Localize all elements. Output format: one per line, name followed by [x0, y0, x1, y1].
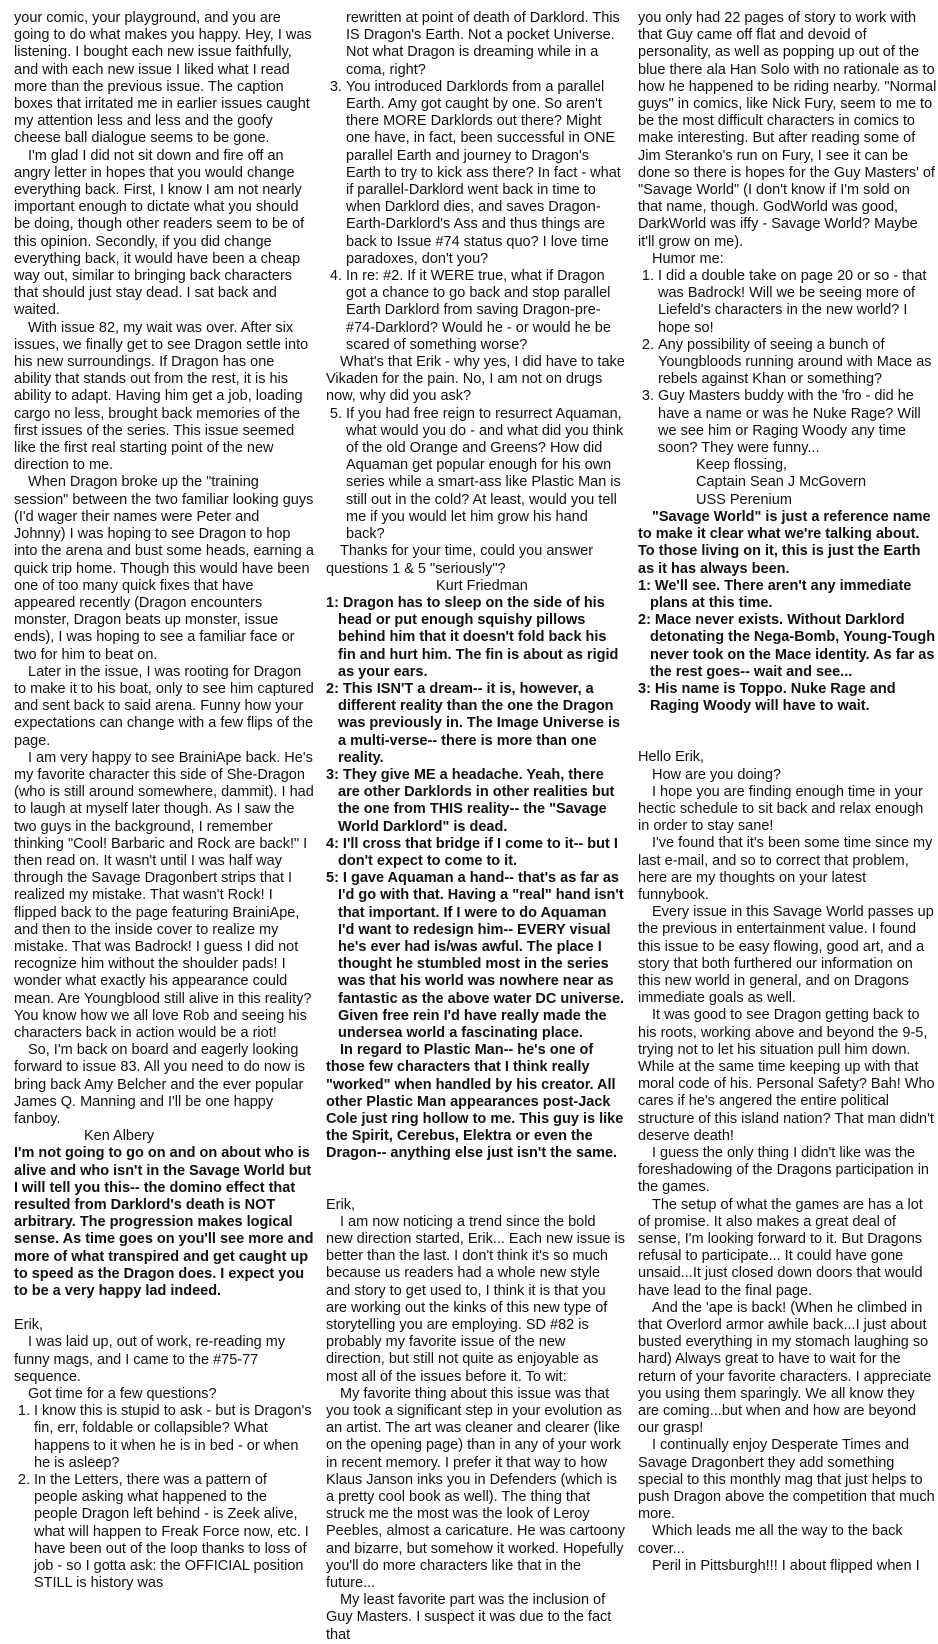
letter-paragraph: Thanks for your time, could you answer questions 1 & 5 "seriously"? — [326, 543, 594, 577]
list-item: 1: We'll see. There aren't any immediate plans at this time. — [638, 577, 912, 611]
column-left — [14, 10, 314, 1592]
letter-paragraph: And the 'ape is back! (When he climbed in that Overlord armor awhile back...I just about busted everything in my stomach laughing so hard) Always great to have to wait for the return of your favorite characters. I appreciate you using them sparingly. We all know they are coming...but when and how are beyond our grasp! — [638, 1299, 932, 1437]
letter-signature: Keep flossing, — [696, 457, 788, 474]
list-item: 2. Any possibility of seeing a bunch of Youngbloods running around with Mace as rebels against Khan or something? — [658, 337, 938, 389]
letter-paragraph: Every issue in this Savage World passes up the previous in entertainment value. I found this issue to be easy flowing, good art, and a story that both furthered our information on this new world in general, and on Dragons immediate goals as well. — [638, 904, 934, 1007]
letter-greeting: Erik, — [326, 1196, 355, 1213]
list-item: 4. In re: #2. If it WERE true, what if Dragon got a chance to go back and stop parallel Earth Darklord from saving Dragon-pre-#74-Darklord? Would he - or would he be scared of something worse? — [346, 268, 626, 354]
list-item: 3. Guy Masters buddy with the 'fro - did he have a name or was he Nuke Rage? Will we see him or Raging Woody any time soon? They were funny... — [658, 388, 938, 457]
list-item: 2. In the Letters, there was a pattern of people asking what happened to the people Dragon left behind - is Zeek alive, what will happen to Freak Force now, etc. I have been out of the loop thanks to loss of job - so I gotta ask: the OFFICIAL position STILL is history was — [34, 1472, 314, 1592]
editor-reply: I'm not going to go on and on about who is alive and who isn't in the Savage World but I will tell you this-- the domino effect that resulted from Darklord's death is NOT arbitrary. The progression makes logical sense. As time goes on you'll see more and more of what transpired and get caught up to speed as the Dragon does. I expect you to be a very happy lad indeed. — [14, 1145, 314, 1300]
list-item: 3. You introduced Darklords from a parallel Earth. Amy got caught by one. So aren't there MORE Darklords out there? Might one have, in fact, been successful in ONE parallel Earth and journey to Dragon's Earth to try to kick ass there? In fact - what if parallel-Darklord went back in time to when Darklord dies, and saves Dragon-Earth-Darklord's Ass and thus things are back to Issue #74 status quo? I love time paradoxes, don't you? — [346, 79, 626, 268]
letter-greeting: Hello Erik, — [638, 749, 705, 766]
letter-paragraph: I'm glad I did not sit down and fire off an angry letter in hopes that you would change everything back. First, I know I am not nearly important enough to dictate what you should be doing, though other readers seem to be of this opinion. Secondly, if you did change everything back, it would have been a cheap way out, similar to bringing back characters that should just stay dead. I sat back and waited. — [14, 147, 305, 319]
list-item: 2: This ISN'T a dream-- it is, however, a different reality than the one the Dragon was previously in. The Image Universe is a multi-verse-- there is more than one reality. — [326, 680, 621, 766]
letter-paragraph: With issue 82, my wait was over. After six issues, we finally get to see Dragon settle into his new surroundings. If Dragon has one ability that stands out from the rest, it is his ability to adapt. Having him get a job, loading cargo no less, brought back memories of the first issues of the series. This issue seemed like the first real starting point of the new direction to me. — [14, 319, 309, 474]
list-item: 5: I gave Aquaman a hand-- that's as far as I'd go with that. Having a "real" hand isn't that important. If I were to do Aquaman I'd want to redesign him-- EVERY visual he's ever had is/was awful. The place I thought he stumbled most in the series was that his world was nowhere near as fantastic as the above water DC universe. Given free rein I'd have really made the undersea world a fascinating place. — [326, 870, 625, 1041]
column-middle — [326, 10, 626, 1643]
list-item-continued: rewritten at point of death of Darklord. This IS Dragon's Earth. Not a pocket Universe. Not what Dragon is dreaming while in a coma, right? — [346, 10, 620, 78]
question-list — [326, 79, 626, 354]
letter-paragraph: I hope you are finding enough time in your hectic schedule to sit back and relax enough in order to stay sane! — [638, 783, 924, 835]
letter-paragraph: Humor me: — [652, 250, 724, 267]
letter-paragraph: I've found that it's been some time since my last e-mail, and so to correct that problem, here are my thoughts on your latest funnybook. — [638, 835, 933, 903]
letter-paragraph: I guess the only thing I didn't like was the foreshadowing of the Dragons participation in the games. — [638, 1145, 929, 1196]
humor-list — [638, 268, 938, 457]
letter-paragraph: Got time for a few questions? — [28, 1386, 217, 1403]
editor-reply: In regard to Plastic Man-- he's one of those few characters that I think really "worked" when handled by his creator. All other Plastic Man appearances post-Jack Cole just ring hollow to me. This guy is like the Spirit, Cerebus, Elektra or even the Dragon-- anything else just isn't the same. — [326, 1042, 624, 1162]
letter-paragraph: Later in the issue, I was rooting for Dragon to make it to his boat, only to see him captured and sent back to said arena. Funny how your expectations can change with a few flips of the page. — [14, 663, 314, 749]
letter-paragraph: How are you doing? — [652, 766, 781, 783]
list-item: 1. I know this is stupid to ask - but is Dragon's fin, err, foldable or collapsible? What happens to it when he is in bed - or when he is asleep? — [34, 1403, 314, 1472]
answer-list — [638, 578, 938, 716]
letter-paragraph: When Dragon broke up the "training session" between the two familiar looking guys (I'd wager their names were Peter and Johnny) I was hoping to see Dragon to hop into the arena and bust some heads, earning a quick trip home. Though this would have been one of too many quick fixes that have appeared recently (Dragon encounters monster, Dragon beats up monster, issue ends), I was hoping to see a familiar face or two for him to beat on. — [14, 474, 314, 663]
list-item: 3: His name is Toppo. Nuke Rage and Raging Woody will have to wait. — [638, 680, 896, 715]
question-list — [326, 406, 626, 544]
letter-paragraph: So, I'm back on board and eagerly looking forward to issue 83. All you need to do now is bring back Amy Belcher and the ever popular James Q. Manning and I'll be one happy fanboy. — [14, 1042, 305, 1127]
letter-paragraph: I was laid up, out of work, re-reading my funny mags, and I came to the #75-77 sequence. — [14, 1334, 286, 1385]
list-item: 1. I did a double take on page 20 or so - that was Badrock! Will we be seeing more of Liefeld's characters in the new world? I hope so! — [658, 268, 938, 337]
letter-paragraph: your comic, your playground, and you are going to do what makes you happy. Hey, I was listening. I bought each new issue faithfully, and with each new issue I liked what I read more than the previous issue. The caption boxes that irritated me in earlier issues caught my attention less and less and the goofy cheese ball dialogue seems to be gone. — [14, 10, 312, 147]
letter-signature: Ken Albery — [84, 1128, 155, 1145]
letter-paragraph: My favorite thing about this issue was that you took a significant step in your evolution as an artist. The art was cleaner and clearer (like on the opening page) than in any of your work in recent memory. I prefer it that way to how Klaus Janson inks you in Defenders (which is a pretty cool book as well). The thing that struck me the most was the look of Leroy Peebles, almost a caricature. He was cartoony and bizarre, but somehow it worked. Hopefully you'll do more characters like that in the future... — [326, 1385, 625, 1592]
letter-paragraph: I continually enjoy Desperate Times and Savage Dragonbert they add something special to this monthly mag that just helps to push Dragon above the competition that much more. — [638, 1437, 935, 1523]
question-list — [14, 1403, 314, 1592]
letter-signature: USS Perenium — [696, 491, 792, 508]
list-item: 3: They give ME a headache. Yeah, there are other Darklords in other realities but the one from THIS reality-- the "Savage World Darklord" is dead. — [326, 766, 615, 835]
letter-paragraph: The setup of what the games are has a lot of promise. It also makes a great deal of sense, I'm looking forward to it. But Dragons refusal to participate... It could have gone unsaid...It just closed down doors that would have lead to the final page. — [638, 1196, 923, 1299]
letter-paragraph: you only had 22 pages of story to work with that Guy came off flat and devoid of personality, as well as popping up out of the blue there ala Han Solo with no rationale as to how he happened to be riding nearby. "Normal guys" in comics, like Nick Fury, seem to me to be the most difficult characters in comics to make interesting. But after reading some of Jim Steranko's run on Fury, I see it can be done so there is hopes for the Guy Masters' of "Savage World" (I don't know if I'm sold on that name, though. GodWorld was good, DarkWorld was iffy - Savage World? Maybe it'll grow on me). — [638, 10, 937, 250]
letter-signature: Captain Sean J McGovern — [696, 474, 867, 491]
list-item: 2: Mace never exists. Without Darklord detonating the Nega-Bomb, Young-Tough never took on the Mace identity. As far as the rest goes-- wait and see... — [638, 612, 936, 680]
letter-paragraph: I am now noticing a trend since the bold new direction started, Erik... Each new issue is better than the last. I don't think it's so much because us readers had a whole new style and story to get used to, I think it is that you are working out the kinks of this new type of storytelling you are employing. SD #82 is probably my favorite issue of the new direction, but still not quite as enjoyable as most all of the issues before it. To wit: — [326, 1213, 625, 1385]
list-item: 5. If you had free reign to resurrect Aquaman, what would you do - and what did you think of the old Orange and Greens? How did Aquaman get popular enough for his own series while a smart-ass like Plastic Man is still out in the cold? At least, would you tell me if you would let him grow his hand back? — [346, 406, 626, 544]
letter-paragraph: My least favorite part was the inclusion of Guy Masters. I suspect it was due to the fact that — [326, 1592, 612, 1643]
letter-paragraph: I am very happy to see BrainiApe back. He's my favorite character this side of She-Dragon (who is still around somewhere, dammit). I had to laugh at myself later though. As I saw the two guys in the background, I remember thinking "Cool! Barbaric and Rock are back!" I then read on. It wasn't until I was half way through the Savage Dragonbert strips that I realized my mistake. That wasn't Rock! I flipped back to the page featuring BrainiApe, and then to the inside cover to realize my mistake. That was Badrock! I guess I did not recognize him without the shoulder pads! I wonder what exactly his appearance could mean. Are Youngblood still alive in this reality? You know how we all love Rob and seeing his characters back in action would be a riot! — [14, 749, 314, 1041]
letter-paragraph: Which leads me all the way to the back cover... — [638, 1523, 903, 1557]
answer-list — [326, 595, 626, 1042]
list-item: 4: I'll cross that bridge if I come to it-- but I don't expect to come to it. — [326, 835, 618, 869]
column-right — [638, 10, 938, 1574]
list-item: 1: Dragon has to sleep on the side of his head or put enough squishy pillows behind him that it doesn't fold back his fin and hurt him. The fin is about as rigid as your ears. — [326, 594, 619, 680]
letter-greeting: Erik, — [14, 1317, 43, 1334]
letter-paragraph: It was good to see Dragon getting back to his roots, working above and beyond the 9-5, trying not to let his situation pull him down. While at the same time keeping up with that moral code of his. Personal Safety? Bah! Who cares if he's angered the entire political structure of this island nation? That man didn't deserve death! — [638, 1007, 935, 1144]
letter-paragraph: Peril in Pittsburgh!!! I about flipped when I — [652, 1557, 920, 1574]
editor-reply: "Savage World" is just a reference name to make it clear what we're talking about. To those living on it, this is just the Earth as it has always been. — [638, 508, 931, 577]
letter-signature: Kurt Friedman — [436, 577, 528, 594]
letter-paragraph: What's that Erik - why yes, I did have to take Vikaden for the pain. No, I am not on drugs now, why did you ask? — [326, 354, 625, 405]
